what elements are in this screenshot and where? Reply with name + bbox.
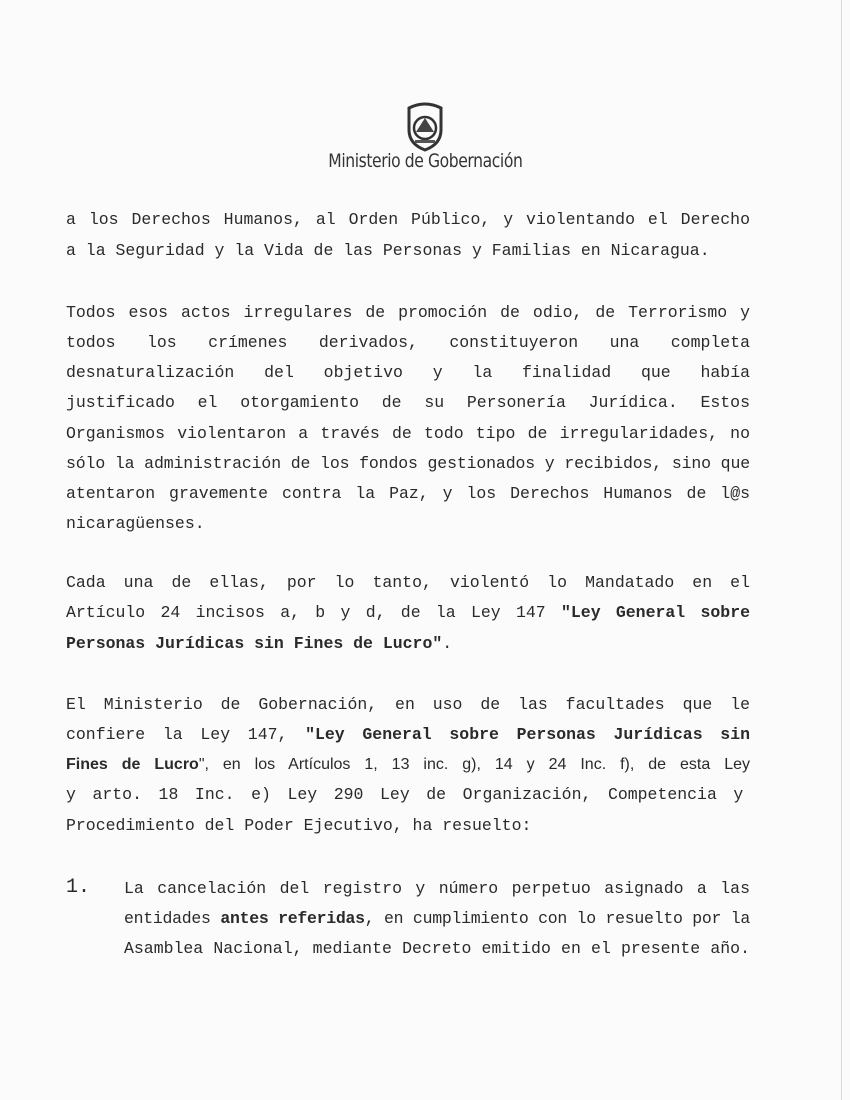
list-number: 1. bbox=[66, 876, 91, 899]
text-segment: Cada una de ellas, por lo tanto, violentó lo Mandatado en el bbox=[66, 573, 750, 592]
text-line bbox=[66, 603, 750, 623]
text-segment: atentaron gravemente contra la Paz, y los Derechos Humanos de l@s bbox=[66, 484, 750, 503]
bold-text: Fines de Lucro bbox=[66, 756, 199, 773]
text-segment: La cancelación del registro y número perpetuo asignado a las bbox=[124, 879, 750, 898]
text-line bbox=[66, 210, 750, 230]
text-line bbox=[66, 241, 710, 261]
text-segment: nicaragüenses. bbox=[66, 514, 205, 533]
ministry-seal-icon bbox=[405, 100, 445, 152]
text-segment: Artículo 24 incisos a, b y d, de la Ley 147 bbox=[66, 603, 561, 622]
text-segment: justificado el otorgamiento de su Personería Jurídica. Estos bbox=[66, 393, 750, 412]
ministry-name: Ministerio de Gobernación bbox=[327, 150, 523, 172]
letterhead bbox=[0, 100, 850, 172]
text-line bbox=[66, 725, 750, 745]
text-line bbox=[66, 454, 750, 474]
text-line bbox=[124, 939, 750, 959]
text-segment: Asamblea Nacional, mediante Decreto emitido en el presente año. bbox=[124, 939, 750, 958]
text-segment: . bbox=[442, 634, 453, 653]
text-line bbox=[66, 514, 205, 534]
text-segment: Todos esos actos irregulares de promoción de odio, de Terrorismo y bbox=[66, 303, 750, 322]
text-segment: a la Seguridad y la Vida de las Personas y Familias en Nicaragua. bbox=[66, 241, 710, 260]
text-segment: Procedimiento del Poder Ejecutivo, ha resuelto: bbox=[66, 816, 532, 835]
text-line bbox=[66, 424, 750, 444]
text-segment: confiere la Ley 147, bbox=[66, 725, 306, 744]
text-line bbox=[66, 484, 750, 504]
text-segment: Organismos violentaron a través de todo tipo de irregularidades, no bbox=[66, 424, 750, 443]
text-line bbox=[66, 303, 750, 323]
text-line bbox=[66, 393, 750, 413]
text-line bbox=[124, 879, 750, 899]
text-line bbox=[66, 695, 750, 715]
text-segment: , en cumplimiento con lo resuelto por la bbox=[364, 909, 750, 928]
text-segment: a los Derechos Humanos, al Orden Público, y violentando el Derecho bbox=[66, 210, 750, 229]
text-segment: todos los crímenes derivados, constituyeron una completa bbox=[66, 333, 750, 352]
text-line bbox=[66, 333, 750, 353]
text-segment: y arto. 18 Inc. e) Ley 290 Ley de Organización, Competencia y bbox=[66, 785, 744, 804]
text-segment: sólo la administración de los fondos gestionados y recibidos, sino que bbox=[66, 454, 750, 473]
text-segment: entidades bbox=[124, 909, 221, 928]
bold-text: "Ley General sobre bbox=[560, 603, 750, 622]
text-segment: ", en los Artículos 1, 13 inc. g), 14 y 24 Inc. f), de esta Ley bbox=[198, 756, 751, 773]
text-line bbox=[66, 816, 531, 836]
text-line bbox=[124, 909, 750, 929]
text-line bbox=[66, 573, 750, 593]
text-line bbox=[66, 634, 452, 654]
bold-text: "Ley General sobre Personas Jurídicas sin bbox=[305, 725, 751, 744]
text-line bbox=[66, 785, 743, 805]
bold-text: antes referidas bbox=[220, 909, 365, 928]
text-segment: El Ministerio de Gobernación, en uso de las facultades que le bbox=[66, 695, 750, 714]
text-segment: desnaturalización del objetivo y la finalidad que había bbox=[66, 363, 750, 382]
bold-text: Personas Jurídicas sin Fines de Lucro" bbox=[66, 634, 443, 653]
text-line bbox=[66, 755, 750, 775]
text-line bbox=[66, 363, 750, 383]
